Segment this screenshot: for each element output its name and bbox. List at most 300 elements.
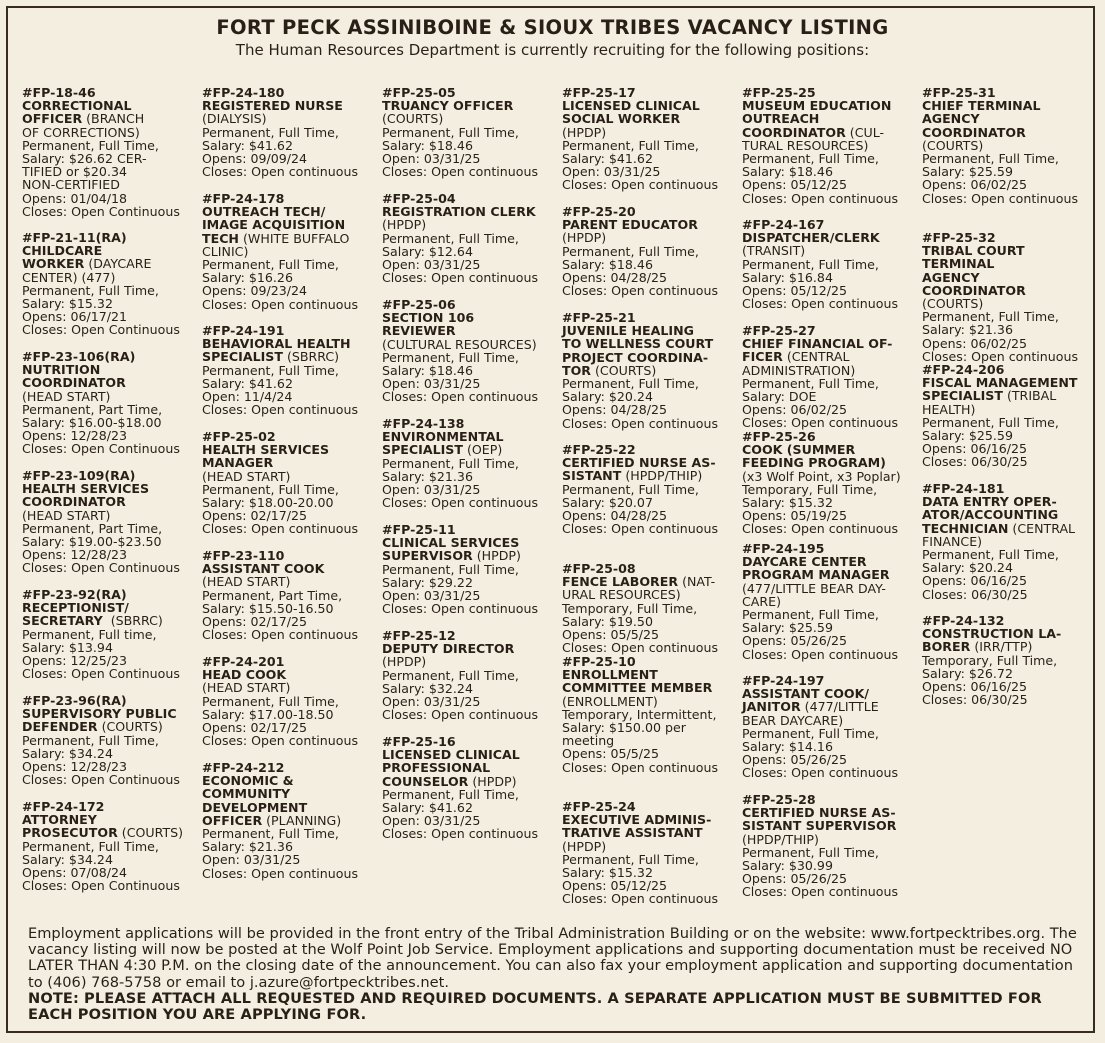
job-detail: Closes: Open continuous (382, 601, 539, 617)
job-detail: Salary: $25.59 (922, 428, 1013, 444)
job-detail: Salary: $26.62 CER- (22, 151, 147, 167)
job-posting (562, 311, 718, 430)
job-detail: Opens: 05/12/25 (742, 177, 848, 193)
job-title-text: MANAGER (202, 455, 274, 471)
job-detail: Salary: $34.24 (22, 851, 113, 867)
job-title-text: HEALTH SERVICES (22, 481, 150, 497)
job-detail: Temporary, Full Time, (742, 481, 878, 497)
job-detail: Salary: $21.36 (202, 839, 293, 855)
job-detail: Salary: $21.36 (922, 322, 1013, 338)
job-department: (COURTS) (97, 719, 163, 735)
job-posting (562, 655, 718, 774)
job-department: (WHITE BUFFALO (238, 230, 350, 246)
job-detail: Closes: Open continuous (562, 891, 719, 907)
job-title-text: LICENSED CLINICAL (562, 98, 700, 114)
job-title-text: DATA ENTRY OPER- (922, 494, 1057, 510)
job-detail: Salary: $26.72 (922, 665, 1013, 681)
job-title-line (202, 575, 358, 588)
job-detail: Permanent, Full Time, (22, 838, 159, 854)
job-detail: Closes: Open Continuous (22, 560, 180, 576)
job-title-text: SPECIALIST (922, 388, 1003, 404)
job-title-line (382, 655, 538, 668)
job-detail: Temporary, Intermittent, (562, 706, 717, 722)
job-title-text: EXECUTIVE ADMINIS- (562, 812, 712, 828)
job-id: #FP-24-132 (922, 613, 1005, 628)
job-department: (CULTURAL RESOURCES) (382, 336, 537, 352)
job-detail: Opens: 05/26/25 (742, 871, 848, 887)
job-posting (742, 793, 898, 899)
job-title-line (562, 840, 718, 853)
job-title-text: REVIEWER (382, 323, 456, 339)
job-title-text: FICER (742, 349, 783, 365)
job-detail: Salary: $25.59 (922, 164, 1013, 180)
job-id: #FP-21-11(RA) (22, 230, 127, 245)
job-detail: Salary: $18.46 (742, 164, 833, 180)
job-detail: Permanent, Part Time, (22, 520, 163, 536)
job-title-text: TOR (562, 362, 591, 378)
job-id: #FP-25-28 (742, 792, 816, 807)
job-detail: Closes: Open continuous (202, 521, 359, 537)
job-detail: Salary: $20.07 (562, 494, 653, 510)
job-detail: Salary: $32.24 (382, 680, 473, 696)
job-department: CARE) (742, 593, 782, 609)
job-department: FINANCE) (922, 533, 983, 549)
job-title-text: TRATIVE ASSISTANT (562, 825, 703, 841)
job-id: #FP-23-110 (202, 548, 285, 563)
job-title-text: LICENSED CLINICAL (382, 747, 520, 763)
job-department: HEALTH) (922, 401, 976, 417)
job-detail: Salary: $29.22 (382, 574, 473, 590)
job-id: #FP-25-04 (382, 191, 456, 206)
job-id: #FP-25-16 (382, 734, 456, 749)
job-title-line (562, 695, 718, 708)
job-detail: Salary: $18.46 (382, 363, 473, 379)
job-detail: Closes: Open continuous (922, 348, 1079, 364)
job-detail: Permanent, Full Time, (382, 561, 519, 577)
job-id: #FP-24-197 (742, 673, 825, 688)
job-detail: Salary: $16.84 (742, 269, 833, 285)
job-title-text: ATOR/ACCOUNTING (922, 507, 1059, 523)
job-detail: Opens: 06/02/25 (922, 177, 1028, 193)
job-id: #FP-25-24 (562, 799, 636, 814)
job-detail: Opens: 06/02/25 (742, 402, 848, 418)
job-title-text: SUPERVISOR (382, 548, 473, 564)
job-title-text: PARENT EDUCATOR (562, 217, 698, 233)
job-posting (382, 735, 538, 841)
job-title-text: ENROLLMENT (562, 667, 658, 683)
job-detail: Opens: 05/12/25 (742, 283, 848, 299)
job-department: (477/LITTLE (800, 699, 879, 715)
job-title-line (382, 443, 538, 456)
job-id: #FP-25-06 (382, 297, 456, 312)
job-posting (742, 674, 898, 780)
job-detail: Open: 03/31/25 (202, 852, 301, 868)
job-detail: Salary: $25.59 (742, 620, 833, 636)
job-title-text: HEAD COOK (202, 667, 287, 683)
job-detail: Permanent, Full Time, (202, 826, 339, 842)
job-title-text: COUNSELOR (382, 773, 469, 789)
job-title-text: OUTREACH TECH/ (202, 204, 326, 220)
job-id: #FP-24-212 (202, 760, 285, 775)
job-detail: Closes: Open continuous (202, 164, 359, 180)
job-id: #FP-25-02 (202, 429, 276, 444)
job-id: #FP-24-172 (22, 799, 105, 814)
job-department: (SBRRC) (102, 613, 163, 629)
job-department: (HEAD START) (22, 507, 111, 523)
job-title-line (922, 403, 1078, 416)
job-detail: Salary: $20.24 (562, 389, 653, 405)
job-title-line (562, 231, 718, 244)
job-department: (COURTS) (922, 137, 984, 153)
job-detail: Permanent, Full Time, (22, 282, 159, 298)
job-title-text: REGISTRATION CLERK (382, 204, 536, 220)
job-detail: Closes: Open continuous (922, 190, 1079, 206)
job-department: (HEAD START) (202, 680, 291, 696)
job-detail: Permanent, Full Time, (922, 309, 1059, 325)
job-posting (742, 86, 898, 205)
job-posting (22, 350, 180, 456)
job-detail: Salary: $41.62 (382, 800, 473, 816)
job-title-text: OFFICER (22, 111, 83, 127)
job-posting (382, 298, 538, 404)
page-title: FORT PECK ASSINIBOINE & SIOUX TRIBES VACANCY LISTING (216, 16, 889, 39)
job-title-line (382, 218, 538, 231)
job-detail: Closes: Open Continuous (22, 441, 180, 457)
job-department: (HPDP) (468, 773, 517, 789)
job-id: #FP-23-106(RA) (22, 349, 136, 364)
job-detail: Closes: Open continuous (382, 495, 539, 511)
job-title-text: ASSISTANT COOK (202, 561, 325, 577)
job-detail: Closes: Open continuous (202, 627, 359, 643)
job-department: (HPDP) (562, 124, 607, 140)
job-detail: Open: 11/4/24 (202, 389, 293, 405)
job-title-text: ASSISTANT COOK/ (742, 686, 869, 702)
job-posting (382, 523, 538, 615)
job-title-text: COORDINATOR (922, 282, 1026, 298)
job-detail: Closes: Open continuous (382, 707, 539, 723)
job-detail: Closes: Open continuous (562, 521, 719, 537)
job-title-text: NUTRITION (22, 362, 101, 378)
job-title-text: JUVENILE HEALING (562, 323, 694, 339)
job-detail: Closes: 06/30/25 (922, 454, 1028, 470)
job-title-text: CHIEF FINANCIAL OF- (742, 336, 893, 352)
attachment-note: NOTE: PLEASE ATTACH ALL REQUESTED AND REQUIRED DOCUMENTS. A SEPARATE APPLICATION MUST BE SUBMITTED FOR EACH POSITION YOU ARE APPLYING FOR. (28, 989, 1042, 1024)
job-detail: Opens: 05/12/25 (562, 878, 668, 894)
job-detail: Open: 03/31/25 (382, 482, 481, 498)
job-posting (922, 482, 1075, 601)
job-detail: Closes: Open continuous (562, 640, 719, 656)
job-detail: Permanent, Full Time, (562, 851, 699, 867)
job-title-text: FENCE LABORER (562, 574, 679, 590)
job-title-text: SISTANT SUPERVISOR (742, 818, 897, 834)
job-detail: Salary: $150.00 per (562, 720, 686, 736)
job-detail: Opens: 12/28/23 (22, 547, 128, 563)
job-title-line (922, 640, 1061, 653)
job-title-text: AGENCY (922, 111, 980, 127)
job-detail: Salary: DOE (742, 389, 817, 405)
job-detail: Opens: 07/08/24 (22, 865, 128, 881)
job-title-text: BEHAVIORAL HEALTH (202, 336, 351, 352)
job-detail: Salary: $18.46 (562, 256, 653, 272)
job-department: CLINIC) (202, 243, 249, 259)
job-title-text: DEFENDER (22, 719, 98, 735)
job-title-text: CHILDCARE (22, 243, 103, 259)
job-posting (742, 218, 898, 310)
job-title-line (562, 469, 718, 482)
job-department: (CENTRAL (1008, 520, 1076, 536)
job-id: #FP-25-22 (562, 442, 636, 457)
job-detail: Opens: 05/5/25 (562, 627, 659, 643)
job-department: (NAT- (678, 574, 716, 590)
job-detail: Open: 03/31/25 (382, 588, 481, 604)
job-title-text: TECHNICIAN (922, 520, 1009, 536)
job-detail: Temporary, Full Time, (562, 600, 698, 616)
job-title-text: DAYCARE CENTER (742, 554, 867, 570)
job-detail: Closes: Open continuous (562, 759, 719, 775)
job-posting (22, 469, 180, 575)
job-detail: Opens: 12/28/23 (22, 759, 128, 775)
job-detail: Salary: $16.00-$18.00 (22, 415, 162, 431)
job-detail: Permanent, Full Time, (562, 137, 699, 153)
job-department: (477/LITTLE BEAR DAY- (742, 580, 886, 596)
job-detail: Permanent, Full Time, (382, 349, 519, 365)
job-title-text: CONSTRUCTION LA- (922, 626, 1062, 642)
job-department: (x3 Wolf Point, x3 Poplar) (742, 468, 901, 484)
job-detail: Closes: 06/30/25 (922, 586, 1028, 602)
job-title-text: CLINICAL SERVICES (382, 535, 520, 551)
job-posting (202, 86, 358, 178)
job-detail: Opens: 12/25/23 (22, 653, 128, 669)
job-department: (HPDP) (562, 230, 607, 246)
job-department: (COURTS) (591, 362, 657, 378)
job-id: #FP-23-109(RA) (22, 468, 136, 483)
job-title-text: SISTANT (562, 468, 622, 484)
job-title-line (742, 244, 898, 257)
job-title-line (742, 714, 898, 727)
job-detail: Closes: Open continuous (562, 283, 719, 299)
job-title-line (742, 833, 898, 846)
job-posting (382, 86, 538, 178)
job-department: URAL RESOURCES) (562, 587, 681, 603)
job-detail: Permanent, Full Time, (742, 844, 879, 860)
job-title-text: SPECIALIST (202, 349, 283, 365)
job-posting (202, 761, 358, 880)
job-detail: Closes: Open continuous (202, 733, 359, 749)
job-posting (922, 86, 1078, 205)
job-department: BEAR DAYCARE) (742, 712, 844, 728)
job-title-text: OFFICER (202, 812, 263, 828)
job-posting (382, 192, 538, 284)
job-id: #FP-25-12 (382, 628, 456, 643)
job-id: #FP-25-27 (742, 323, 816, 338)
job-detail: Closes: Open Continuous (22, 203, 180, 219)
job-title-text: PROFESSIONAL (382, 760, 491, 776)
job-id: #FP-23-92(RA) (22, 587, 127, 602)
job-id: #FP-25-31 (922, 85, 996, 100)
job-detail: Opens: 05/5/25 (562, 746, 659, 762)
job-detail: Opens: 09/09/24 (202, 151, 308, 167)
job-department: (HPDP) (562, 838, 607, 854)
job-posting (742, 324, 898, 430)
job-detail: Salary: $16.26 (202, 270, 293, 286)
job-department: OF CORRECTIONS) (22, 124, 140, 140)
job-id: #FP-24-167 (742, 217, 825, 232)
job-title-text: CHIEF TERMINAL (922, 98, 1041, 114)
job-title-line (202, 470, 358, 483)
job-title-line (562, 588, 718, 601)
job-detail: Opens: 01/04/18 (22, 190, 128, 206)
job-department: (PLANNING) (262, 812, 342, 828)
job-detail: Open: 03/31/25 (382, 376, 481, 392)
job-detail: Permanent, Full Time, (742, 375, 879, 391)
job-detail: Permanent, Full Time, (922, 151, 1059, 167)
job-title-text: CERTIFIED NURSE AS- (742, 805, 896, 821)
application-instructions (28, 926, 1084, 1023)
job-detail: Closes: Open continuous (742, 765, 899, 781)
job-title-line (22, 271, 180, 284)
job-detail: Salary: $15.32 (22, 296, 113, 312)
job-id: #FP-25-26 (742, 429, 816, 444)
job-department: (COURTS) (922, 296, 984, 312)
job-detail: Opens: 06/02/25 (922, 335, 1028, 351)
job-detail: Permanent, Full Time, (202, 693, 339, 709)
job-title-line (22, 126, 180, 139)
job-department: (HPDP/THIP) (621, 468, 703, 484)
job-detail: Opens: 06/16/25 (922, 441, 1028, 457)
job-detail: Permanent, Full Time, (922, 414, 1059, 430)
job-detail: Opens: 04/28/25 (562, 508, 668, 524)
job-department: (SBRRC) (282, 349, 340, 365)
job-detail: Closes: Open continuous (742, 415, 899, 431)
job-posting (22, 231, 180, 337)
job-department: (HPDP) (382, 654, 427, 670)
job-title-text: DISPATCHER/CLERK (742, 230, 880, 246)
job-title-text: ATTORNEY (22, 812, 97, 828)
job-detail: Salary: $30.99 (742, 858, 833, 874)
job-id: #FP-25-21 (562, 310, 636, 325)
job-department: (BRANCH (82, 111, 145, 127)
job-title-line (742, 364, 898, 377)
job-detail: Salary: $18.00-20.00 (202, 495, 334, 511)
job-detail: Open: 03/31/25 (382, 694, 481, 710)
job-title-text: BORER (922, 639, 971, 655)
job-detail: Opens: 06/17/21 (22, 309, 128, 325)
job-title-text: DEVELOPMENT (202, 799, 308, 815)
job-department: (TRIBAL (1002, 388, 1057, 404)
job-title-text: DEPUTY DIRECTOR (382, 641, 515, 657)
job-title-text: TRUANCY OFFICER (382, 98, 514, 114)
job-detail: Open: 03/31/25 (382, 151, 481, 167)
job-title-text: COORDINATOR (22, 375, 126, 391)
job-posting (22, 694, 180, 786)
job-posting (562, 562, 718, 654)
job-detail: Salary: $13.94 (22, 639, 113, 655)
job-department: (DIALYSIS) (202, 111, 267, 127)
job-department: (IRR/TTP) (970, 639, 1033, 655)
job-detail: Salary: $18.46 (382, 137, 473, 153)
job-department: (HEAD START) (202, 574, 291, 590)
job-title-text: COORDINATOR (742, 124, 846, 140)
job-posting (22, 800, 183, 892)
job-title-line (202, 112, 358, 125)
job-detail: Salary: $41.62 (202, 137, 293, 153)
job-detail: Closes: Open Continuous (22, 772, 180, 788)
job-title-line (22, 614, 180, 627)
job-title-text: JANITOR (742, 699, 801, 715)
job-detail: Permanent, Full Time, (382, 455, 519, 471)
job-title-line (202, 350, 358, 363)
job-posting (562, 86, 718, 192)
job-detail: Permanent, Part Time, (22, 401, 163, 417)
job-posting (922, 614, 1061, 706)
job-detail: Closes: Open Continuous (22, 322, 180, 338)
job-title-text: SPECIALIST (382, 442, 463, 458)
job-title-text: SECRETARY (22, 613, 103, 629)
job-detail: Closes: Open continuous (742, 521, 899, 537)
job-department: (HEAD START) (202, 468, 291, 484)
job-detail: Salary: $34.24 (22, 745, 113, 761)
job-id: #FP-25-11 (382, 522, 456, 537)
job-id: #FP-25-05 (382, 85, 456, 100)
job-id: #FP-25-08 (562, 561, 636, 576)
job-id: #FP-25-25 (742, 85, 816, 100)
job-title-text: ENVIRONMENTAL (382, 429, 504, 445)
job-title-text: TERMINAL (922, 256, 995, 272)
job-title-line (742, 470, 901, 483)
job-detail: Temporary, Full Time, (922, 652, 1058, 668)
job-title-text: OUTREACH (742, 111, 820, 127)
job-posting (742, 542, 898, 661)
job-title-text: SECTION 106 (382, 310, 475, 326)
job-detail: Closes: Open continuous (202, 865, 359, 881)
job-title-line (382, 112, 538, 125)
job-id: #FP-25-20 (562, 204, 636, 219)
job-detail: Closes: Open continuous (742, 646, 899, 662)
job-title-text: COORDINATOR (922, 124, 1026, 140)
job-detail: Closes: Open Continuous (22, 878, 180, 894)
job-detail: Permanent, Full Time, (382, 230, 519, 246)
job-detail: Opens: 06/16/25 (922, 679, 1028, 695)
job-title-line (22, 390, 180, 403)
job-title-text: SOCIAL WORKER (562, 111, 681, 127)
job-id: #FP-25-32 (922, 230, 996, 245)
job-posting (202, 549, 358, 641)
job-department: TURAL RESOURCES) (742, 137, 869, 153)
job-detail: Closes: Open continuous (562, 177, 719, 193)
job-title-text: CORRECTIONAL (22, 98, 132, 114)
job-detail: Permanent, Full time, (22, 626, 157, 642)
job-detail: Salary: $21.36 (382, 468, 473, 484)
job-title-text: TRIBAL COURT (922, 243, 1025, 259)
job-department: ADMINISTRATION) (742, 362, 856, 378)
job-detail: meeting (562, 733, 615, 749)
job-detail: Closes: Open continuous (382, 826, 539, 842)
job-id: #FP-24-201 (202, 654, 285, 669)
job-department: (COURTS) (117, 825, 184, 841)
job-detail: Salary: $15.50-16.50 (202, 600, 334, 616)
job-title-text: IMAGE ACQUISITION (202, 217, 346, 233)
job-detail: Opens: 12/28/23 (22, 428, 128, 444)
job-title-line (382, 338, 538, 351)
job-detail: Opens: 04/28/25 (562, 402, 668, 418)
job-detail: Salary: $17.00-18.50 (202, 706, 334, 722)
job-title-line (22, 509, 180, 522)
job-detail: Closes: Open continuous (382, 389, 539, 405)
job-posting (202, 324, 358, 416)
job-detail: Closes: Open continuous (742, 884, 899, 900)
job-id: #FP-25-10 (562, 654, 636, 669)
job-posting (22, 588, 180, 680)
